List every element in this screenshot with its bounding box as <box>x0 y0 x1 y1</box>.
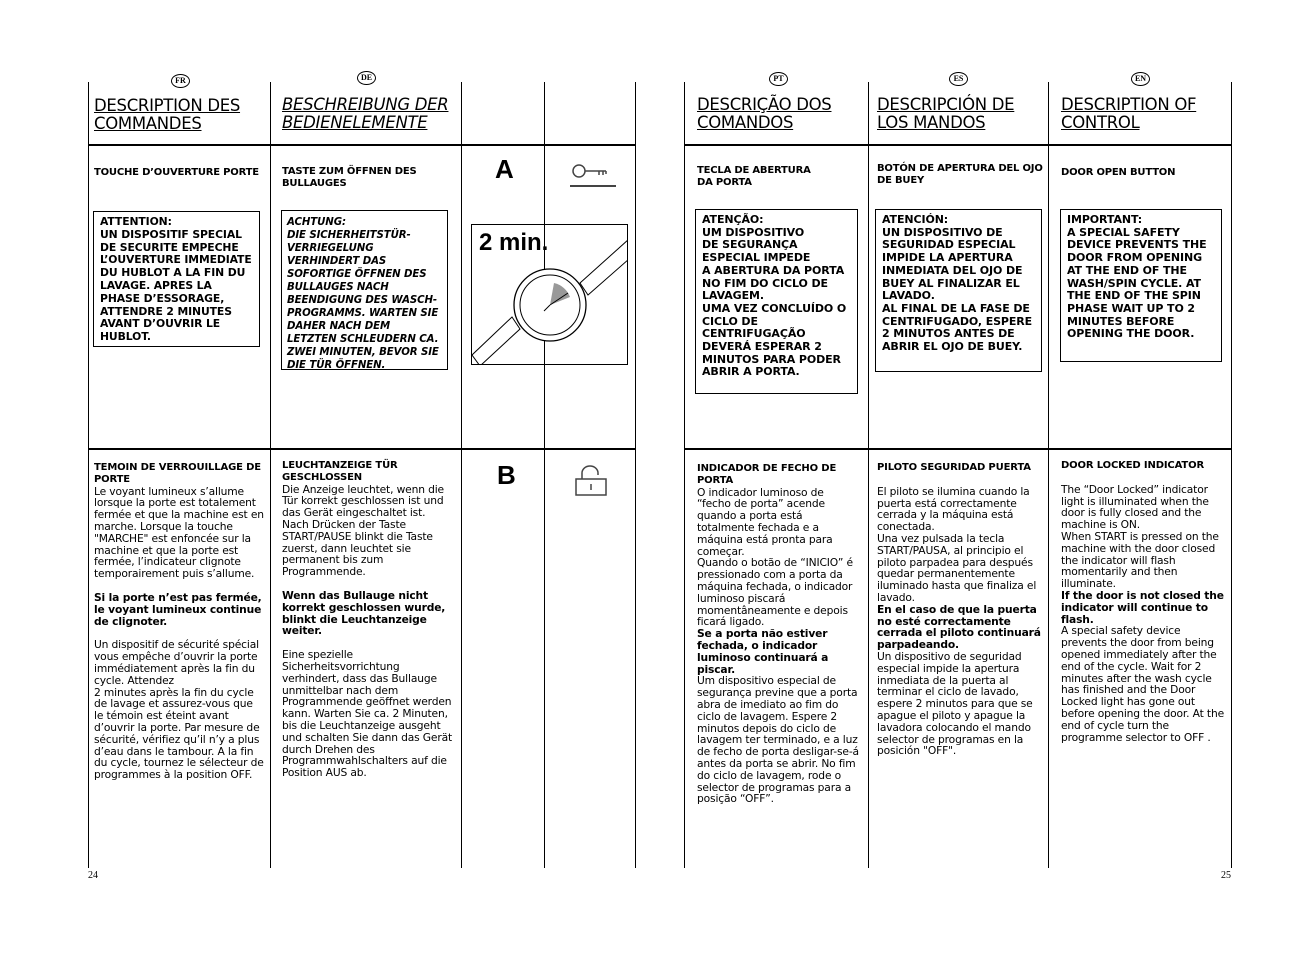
para-fr-b-2: Si la porte n’est pas fermée, le voyant lumineux continue de clignoter. <box>94 590 262 628</box>
column-rule <box>88 82 89 868</box>
column-rule <box>461 82 462 868</box>
section-letter-b: B <box>497 460 516 490</box>
para-pt-b-3: Um dispositivo especial de segurança previne que a porta abra de imediato ao fim do ciclo de lavagem. Espere 2 minutos depois do ciclo de lavagem ter terminado, e a luz de fecho de porta desligar-se-á antes da porta se abrir. No fim do ciclo de lavagem, rode o selector de programas para a posição “OFF”. <box>697 674 859 806</box>
para-es-b-1: El piloto se ilumina cuando la puerta está correctamente cerrada y la máquina está conectada. Una vez pulsada la tecla START/PAUSA, al principio el piloto parpadea para después quedar permanentemente iluminado hasta que finaliza el lavado. <box>877 484 1037 604</box>
page-number-left: 24 <box>88 870 98 881</box>
para-en-b-2: If the door is not closed the indicator will continue to flash. <box>1061 588 1224 626</box>
language-flag-en: EN <box>1131 72 1150 86</box>
label-de-a: TASTE ZUM ÖFFNEN DES BULLAUGES <box>282 166 417 189</box>
padlock-icon <box>574 465 608 497</box>
warning-box-de: ACHTUNG: DIE SICHERHEITSTÜR-VERRIEGELUNG VERHINDERT DAS SOFORTIGE ÖFFNEN DES BULLAUGES NACH BEENDIGUNG DES WASCH-PROGRAMMS. WARTEN SIE DAHER NACH DEM LETZTEN SCHLEUDERN CA. ZWEI MINUTEN, BEVOR SIE DIE TÜR ÖFFNEN. <box>281 210 448 370</box>
column-rule <box>270 82 271 868</box>
label-pt-a: TECLA DE ABERTURA DA PORTA <box>697 165 811 188</box>
heading-de: BESCHREIBUNG DER BEDIENELEMENTE <box>282 95 449 132</box>
warning-box-pt: ATENÇÃO: UM DISPOSITIVO DE SEGURANÇA ESPECIAL IMPEDE A ABERTURA DA PORTA NO FIM DO CICLO DE LAVAGEM. UMA VEZ CONCLUÍDO O CICLO DE CENTRIFUGAÇÃO DEVERÁ ESPERAR 2 MINUTOS PARA PODER ABRIR A PORTA. <box>695 209 858 394</box>
label-en-a: DOOR OPEN BUTTON <box>1061 167 1176 178</box>
para-en-b-3: A special safety device prevents the door from being opened immediately after the end of the cycle. Wait for 2 minutes after the wash cycle has finished and the Door Locked light has gone out before opening the door. At the end of cycle turn the programme selector to OFF . <box>1061 624 1224 744</box>
para-pt-b-2: Se a porta não estiver fechada, o indicador luminoso continuará a piscar. <box>697 627 829 676</box>
column-rule <box>1231 82 1232 868</box>
title-de-b: LEUCHTANZEIGE TÜR GESCHLOSSEN <box>282 460 398 483</box>
label-fr-a: TOUCHE D’OUVERTURE PORTE <box>94 167 259 178</box>
section-divider <box>88 144 636 146</box>
key-icon <box>570 160 616 190</box>
language-flag-pt: PT <box>769 72 788 86</box>
heading-pt: DESCRIÇÃO DOS COMANDOS <box>697 95 832 132</box>
para-de-b-3: Eine spezielle Sicherheitsvorrichtung verhindert, dass das Bullauge unmittelbar nach dem Programmende geöffnet werden kann. Warten Sie ca. 2 Minuten, bis die Leuchtanzeige ausgeht und schalten Sie dann das Gerät durch Drehen des Programmwahlschalters auf die Position AUS ab. <box>282 648 453 780</box>
section-divider <box>88 448 636 450</box>
heading-en: DESCRIPTION OF CONTROL <box>1061 95 1197 132</box>
column-rule <box>1048 82 1049 868</box>
title-en-b: DOOR LOCKED INDICATOR <box>1061 460 1204 471</box>
warning-box-en: IMPORTANT: A SPECIAL SAFETY DEVICE PREVENTS THE DOOR FROM OPENING AT THE END OF THE WASH/SPIN CYCLE. AT THE END OF THE SPIN PHASE WAIT UP TO 2 MINUTES BEFORE OPENING THE DOOR. <box>1060 209 1222 362</box>
para-en-b-1: The “Door Locked” indicator light is illuminated when the door is fully closed and the machine is ON. When START is pressed on the machine with the door closed the indicator will flash momentarily and then illuminate. <box>1061 482 1219 591</box>
label-es-a: BOTÓN DE APERTURA DEL OJO DE BUEY <box>877 163 1043 186</box>
para-pt-b-1: O indicador luminoso de “fecho de porta” acende quando a porta está totalmente fechada e a máquina está pronta para começar. Quando o botão de “INICIO” é pressionado com a porta da máquina fechada, o indicador luminoso piscará momentâneamente e depois ficará ligado. <box>697 485 853 629</box>
title-fr-b: TEMOIN DE VERROUILLAGE DE PORTE <box>94 462 261 485</box>
column-rule <box>544 82 545 868</box>
warning-box-fr: ATTENTION: UN DISPOSITIF SPECIAL DE SECURITE EMPECHE L’OUVERTURE IMMEDIATE DU HUBLOT A LA FIN DU LAVAGE. APRES LA PHASE D’ESSORAGE, ATTENDRE 2 MINUTES AVANT D’OUVRIR LE HUBLOT. <box>93 211 260 347</box>
para-fr-b-1: Le voyant lumineux s’allume lorsque la porte est totalement fermée et que la machine est en marche. Lorsque la touche "MARCHE" est enfoncée sur la machine et que la porte est fermée, l’indicateur clignote temporairement puis s’allume. <box>94 484 264 581</box>
language-flag-es: ES <box>949 72 968 86</box>
para-es-b-2: En el caso de que la puerta no esté correctamente cerrada el piloto continuará parpadeando. <box>877 602 1041 652</box>
watch-illustration <box>471 224 628 365</box>
language-flag-fr: FR <box>171 74 190 88</box>
title-es-b: PILOTO SEGURIDAD PUERTA <box>877 462 1031 473</box>
column-rule <box>684 82 685 868</box>
text-column-es-b <box>877 462 1043 757</box>
heading-es: DESCRIPCIÓN DE LOS MANDOS <box>877 95 1015 132</box>
text-column-en-b <box>1061 460 1225 743</box>
column-rule <box>868 82 869 868</box>
text-column-pt-b <box>697 463 860 805</box>
para-de-b-2: Wenn das Bullauge nicht korrekt geschlossen wurde, blinkt die Leuchtanzeige weiter. <box>282 588 446 638</box>
text-column-fr-b <box>94 462 264 781</box>
para-fr-b-3: Un dispositif de sécurité spécial vous empêche d’ouvrir la porte immédiatement après la fin du cycle. Attendez 2 minutes après la fin du cycle de lavage et assurez-vous que le témoin est éteint avant d’ouvrir la porte. Par mesure de sécurité, vérifiez qu’il n’y a plus d’eau dans le tambour. A la fin du cycle, tournez le sélecteur de programmes à la position OFF. <box>94 638 264 782</box>
text-column-de-b <box>282 460 454 779</box>
section-letter-a: A <box>495 154 514 184</box>
para-es-b-3: Un dispositivo de seguridad especial impide la apertura inmediata de la puerta al terminar el ciclo de lavado, espere 2 minutos para que se apague el piloto y apague la lavadora colocando el mando selector de programas en la posición "OFF". <box>877 649 1033 758</box>
section-divider <box>684 448 1232 450</box>
section-divider <box>684 144 1232 146</box>
heading-fr: DESCRIPTION DES COMMANDES <box>94 96 241 133</box>
page-number-right: 25 <box>1221 870 1231 881</box>
warning-box-es: ATENCIÓN: UN DISPOSITIVO DE SEGURIDAD ESPECIAL IMPIDE LA APERTURA INMEDIATA DEL OJO DE BUEY AL FINALIZAR EL LAVADO. AL FINAL DE LA FASE DE CENTRIFUGADO, ESPERE 2 MINUTOS ANTES DE ABRIR EL OJO DE BUEY. <box>875 209 1042 372</box>
para-de-b-1: Die Anzeige leuchtet, wenn die Tür korrekt geschlossen ist und das Gerät eingeschaltet ist. Nach Drücken der Taste START/PAUSE blinkt die Taste zuerst, dann leuchtet sie permanent bis zum Programmende. <box>282 482 444 579</box>
column-rule <box>635 82 636 868</box>
title-pt-b: INDICADOR DE FECHO DE PORTA <box>697 463 837 486</box>
language-flag-de: DE <box>357 71 376 85</box>
timer-label: 2 min. <box>479 229 549 256</box>
